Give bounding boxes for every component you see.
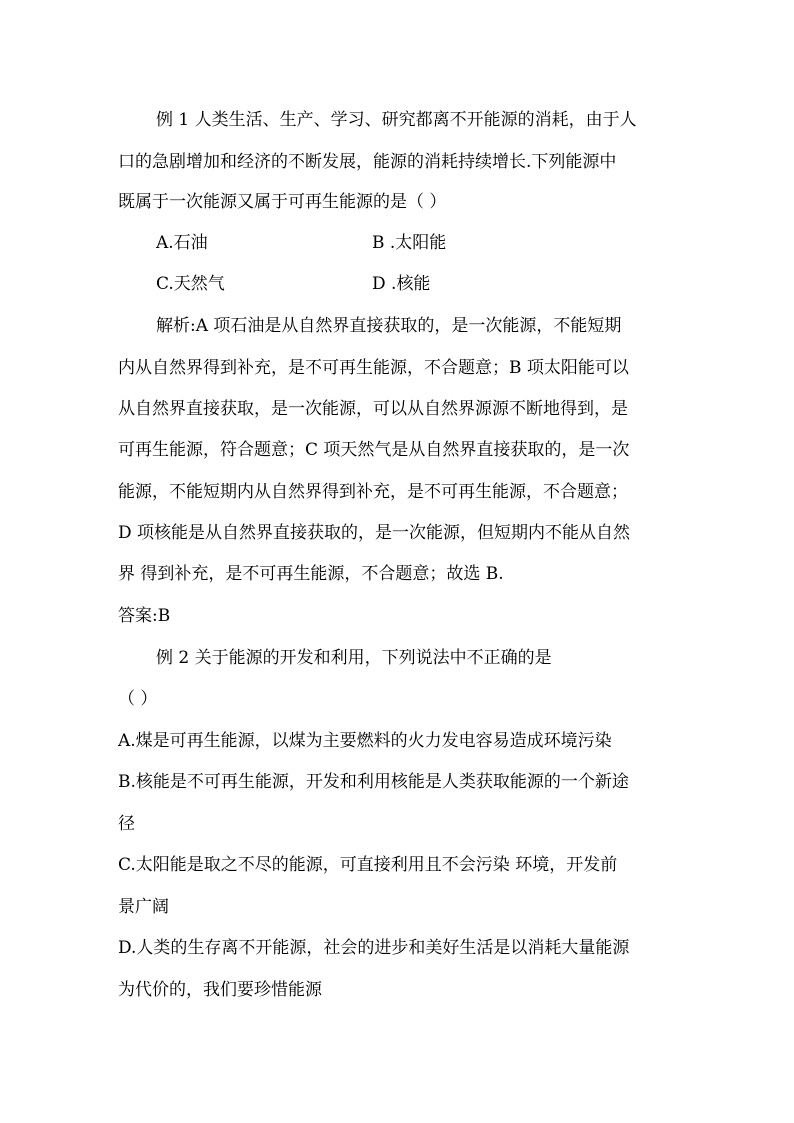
example2-option-a: A.煤是可再生能源，以煤为主要燃料的火力发电容易造成环境污染 [118,731,612,751]
example1-option-c: C.天然气 [156,274,225,294]
example1-answer: 答案:B [118,606,171,626]
example2-option-d-line-2: 为代价的，我们要珍惜能源 [118,980,322,1000]
example1-question-line-1: 例 1 人类生活、生产、学习、研究都离不开能源的消耗，由于人 [156,110,637,130]
example2-option-d-line-1: D.人类的生存离不开能源，社会的进步和美好生活是以消耗大量能源 [118,938,630,958]
example1-option-d: D .核能 [372,274,431,294]
example1-analysis-line-1: 解析:A 项石油是从自然界直接获取的，是一次能源，不能短期 [156,316,622,336]
example1-analysis-line-2: 内从自然界得到补充，是不可再生能源，不合题意；B 项太阳能可以 [118,358,629,378]
example1-analysis-line-4: 可再生能源，符合题意；C 项天然气是从自然界直接获取的，是一次 [118,440,630,460]
example2-option-b-line-1: B.核能是不可再生能源，开发和利用核能是人类获取能源的一个新途 [118,772,629,792]
example1-question-line-2: 口的急剧增加和经济的不断发展，能源的消耗持续增长.下列能源中 [118,152,617,172]
example2-question-line-1: 例 2 关于能源的开发和利用，下列说法中不正确的是 [156,648,552,668]
example1-analysis-line-7: 界 得到补充，是不可再生能源，不合题意；故选 B. [118,564,504,584]
example1-question-line-3: 既属于一次能源又属于可再生能源的是（ ） [118,192,447,212]
example2-question-line-2: （ ） [118,689,158,709]
example1-analysis-line-6: D 项核能是从自然界直接获取的，是一次能源，但短期内不能从自然 [118,523,631,543]
example2-option-c-line-2: 景广阔 [118,897,169,917]
example2-option-c-line-1: C.太阳能是取之不尽的能源，可直接利用且不会污染 环境，开发前 [118,855,618,875]
example2-option-b-line-2: 径 [118,814,135,834]
example1-option-a: A.石油 [156,233,208,253]
example1-analysis-line-5: 能源，不能短期内从自然界得到补充，是不可再生能源，不合题意； [118,482,628,502]
example1-option-b: B .太阳能 [372,233,447,253]
example1-analysis-line-3: 从自然界直接获取，是一次能源，可以从自然界源源不断地得到，是 [118,399,628,419]
